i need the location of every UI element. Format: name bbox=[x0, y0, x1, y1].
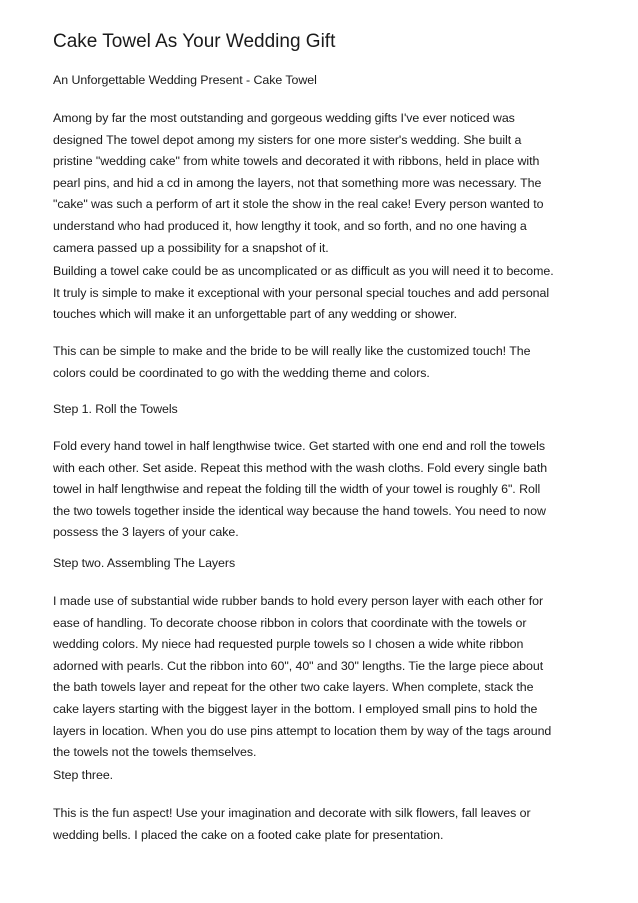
step-3-heading bbox=[53, 765, 593, 787]
paragraph-line: the towels not the towels themselves. bbox=[53, 745, 257, 760]
paragraph-line: the bath towels layer and repeat for the other two cake layers. When complete, stack the bbox=[53, 680, 534, 695]
paragraph-line: I made use of substantial wide rubber bands to hold every person layer with each other for bbox=[53, 594, 544, 608]
paragraph-line: touches which will make it an unforgettable part of any wedding or shower. bbox=[53, 307, 458, 322]
paragraph-line: Step two. Assembling The Layers bbox=[53, 556, 236, 570]
simple-paragraph bbox=[53, 341, 593, 384]
subtitle-paragraph bbox=[53, 70, 593, 92]
paragraph-line: colors could be coordinated to go with the wedding theme and colors. bbox=[53, 365, 430, 380]
paragraph-line: ease of handling. To decorate choose ribbon in colors that coordinate with the towels or bbox=[53, 615, 527, 630]
paragraph-line: wedding colors. My niece had requested purple towels so I chosen a wide white ribbon bbox=[53, 637, 524, 652]
paragraph-line: adorned with pearls. Cut the ribbon into 60", 40" and 30" lengths. Tie the large piece about bbox=[53, 658, 544, 673]
paragraph-line: cake layers starting with the biggest layer in the bottom. I employed small pins to hold the bbox=[53, 701, 538, 716]
document-title: Cake Towel As Your Wedding Gift bbox=[53, 31, 336, 52]
paragraph-line: camera passed up a possibility for a snapshot of it. bbox=[53, 240, 329, 255]
step-2-paragraph bbox=[53, 591, 593, 764]
paragraph-line: possess the 3 layers of your cake. bbox=[53, 525, 239, 540]
paragraph-line: An Unforgettable Wedding Present - Cake Towel bbox=[53, 73, 317, 87]
step-1-paragraph bbox=[53, 436, 593, 544]
building-paragraph bbox=[53, 261, 593, 326]
paragraph-line: understand who had produced it, how lengthy it took, and so forth, and no one having a bbox=[53, 218, 527, 233]
paragraph-line: Step 1. Roll the Towels bbox=[53, 402, 178, 416]
step-1-heading bbox=[53, 399, 593, 421]
paragraph-line: This can be simple to make and the bride to be will really like the customized touch! The bbox=[53, 344, 531, 358]
paragraph-line: wedding bells. I placed the cake on a footed cake plate for presentation. bbox=[53, 827, 444, 842]
paragraph-line: Among by far the most outstanding and gorgeous wedding gifts I've ever noticed was bbox=[53, 111, 515, 125]
paragraph-line: the two towels together inside the identical way because the hand towels. You need to now bbox=[53, 503, 546, 518]
step-3-paragraph bbox=[53, 803, 593, 846]
paragraph-line: Step three. bbox=[53, 768, 114, 782]
paragraph-line: layers in location. When you do use pins attempt to location them by way of the tags around bbox=[53, 723, 552, 738]
step-2-heading bbox=[53, 553, 593, 575]
paragraph-line: pristine "wedding cake" from white towels and decorated it with ribbons, held in place with bbox=[53, 154, 540, 169]
paragraph-line: towel in half lengthwise and repeat the folding till the width of your towel is roughly 6". Roll bbox=[53, 482, 541, 497]
paragraph-line: designed The towel depot among my sisters for one more sister's wedding. She built a bbox=[53, 132, 522, 147]
paragraph-line: This is the fun aspect! Use your imagination and decorate with silk flowers, fall leaves or bbox=[53, 806, 531, 820]
paragraph-line: Building a towel cake could be as uncomplicated or as difficult as you will need it to become. bbox=[53, 264, 554, 278]
paragraph-line: "cake" was such a perform of art it stole the show in the real cake! Every person wanted to bbox=[53, 197, 544, 212]
paragraph-line: pearl pins, and hid a cd in among the layers, not that something more was necessary. The bbox=[53, 175, 542, 190]
intro-paragraph bbox=[53, 108, 593, 259]
paragraph-line: It truly is simple to make it exceptional with your personal special touches and add personal bbox=[53, 285, 550, 300]
paragraph-line: with each other. Set aside. Repeat this method with the wash cloths. Fold every single bath bbox=[53, 460, 548, 475]
paragraph-line: Fold every hand towel in half lengthwise twice. Get started with one end and roll the towels bbox=[53, 439, 545, 453]
